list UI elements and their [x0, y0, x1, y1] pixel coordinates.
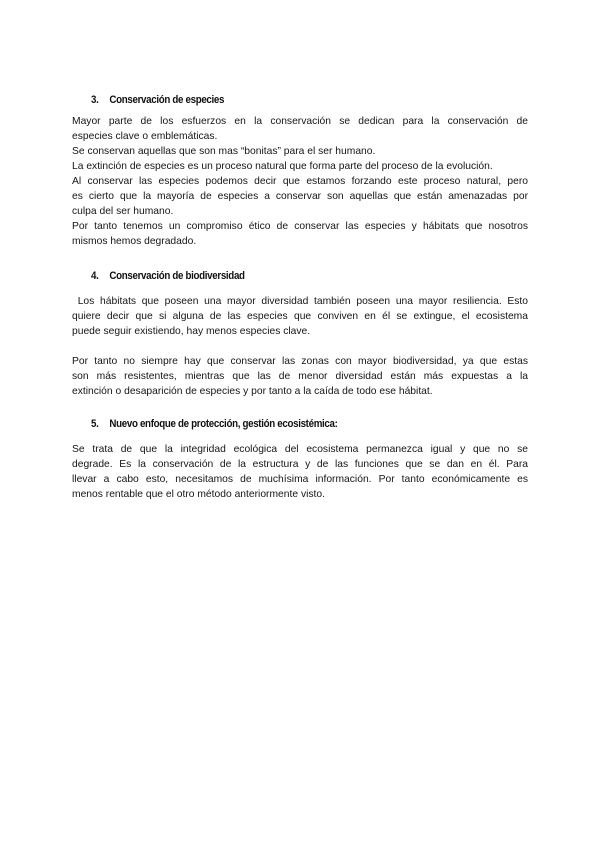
paragraph-line: culpa del ser humano. [72, 206, 174, 217]
paragraph-line: Al conservar las especies podemos decir que estamos forzando este proceso natural, pero [72, 176, 528, 187]
section-5-heading [91, 418, 338, 430]
paragraph-line: mismos hemos degradado. [72, 236, 197, 247]
paragraph-line: degrade. Es la conservación de la estructura y de las funciones que se dan en él. Para [72, 459, 528, 470]
paragraph-line: Los hábitats que poseen una mayor diversidad también poseen una mayor resiliencia. Esto [72, 296, 528, 307]
paragraph-line: Se conservan aquellas que son mas “bonitas” para el ser humano. [72, 146, 376, 157]
section-5-number: 5. [91, 418, 99, 430]
section-4-number: 4. [91, 270, 99, 282]
section-4-heading [91, 270, 245, 282]
section-4-title: Conservación de biodiversidad [109, 270, 245, 282]
paragraph-line: extinción o desaparición de especies y por tanto a la caída de todo ese hábitat. [72, 386, 433, 397]
paragraph-line: Mayor parte de los esfuerzos en la conservación se dedican para la conservación de [72, 116, 528, 127]
section-4-paragraph-2 [72, 354, 528, 399]
section-3-number: 3. [91, 94, 99, 106]
paragraph-line: Por tanto tenemos un compromiso ético de conservar las especies y hábitats que nosotros [72, 221, 528, 232]
paragraph-line: Por tanto no siempre hay que conservar las zonas con mayor biodiversidad, ya que estas [72, 356, 528, 367]
paragraph-line: es cierto que la mayoría de especies a conservar son aquellas que están amenazadas por [72, 191, 528, 202]
paragraph-line: menos rentable que el otro método anteriormente visto. [72, 489, 325, 500]
paragraph-line: son más resistentes, mientras que las de menor diversidad están más expuestas a la [72, 371, 528, 382]
paragraph-line: puede seguir existiendo, hay menos especies clave. [72, 326, 311, 337]
paragraph-line: La extinción de especies es un proceso natural que forma parte del proceso de la evolución. [72, 161, 493, 172]
section-5-body [72, 442, 528, 502]
section-3-body [72, 114, 528, 249]
paragraph-line: quiere decir que si alguna de las especies que conviven en él se extingue, el ecosistema [72, 311, 528, 322]
paragraph-line: Se trata de que la integridad ecológica del ecosistema permanezca igual y que no se [72, 444, 528, 455]
section-5-title: Nuevo enfoque de protección, gestión ecosistémica: [109, 418, 338, 430]
section-4-paragraph-1 [72, 294, 528, 339]
section-3-heading [91, 94, 224, 106]
section-3-title: Conservación de especies [109, 94, 225, 106]
paragraph-line: especies clave o emblemáticas. [72, 131, 218, 142]
paragraph-line: llevar a cabo esto, necesitamos de muchísima información. Por tanto económicamente es [72, 474, 528, 485]
